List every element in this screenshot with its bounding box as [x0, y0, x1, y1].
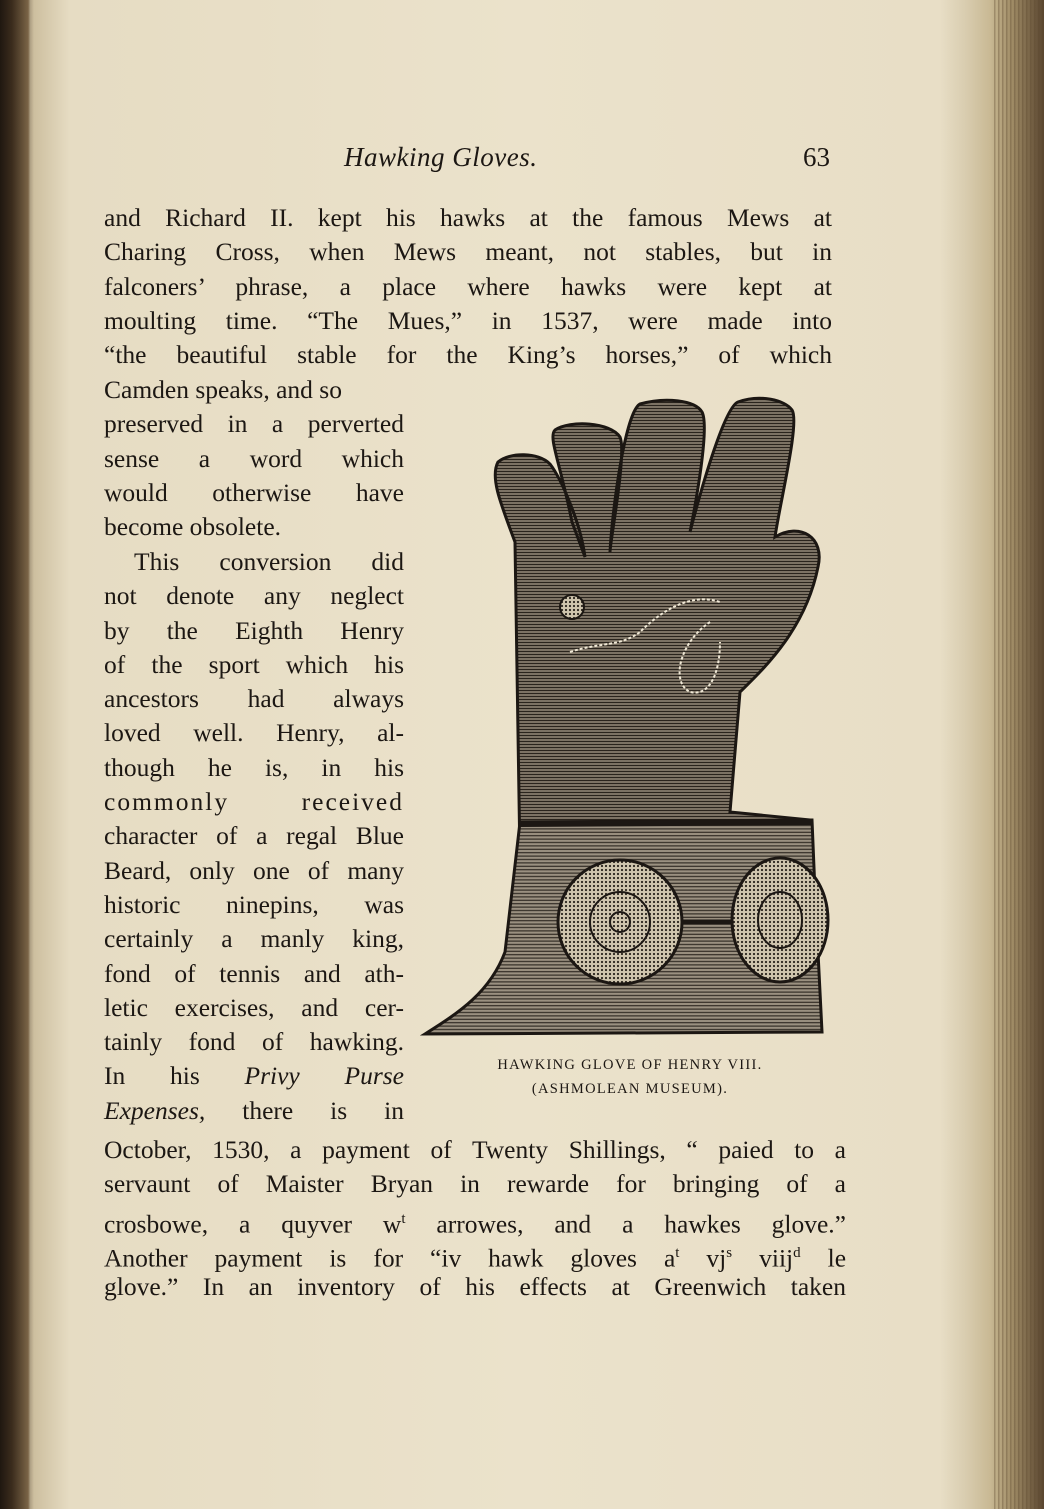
running-head: Hawking Gloves.: [344, 142, 538, 172]
text-line: servaunt of Maister Bryan in rewarde for bringing of a: [104, 1169, 846, 1199]
text-line: glove.” In an inventory of his effects at Greenwich taken: [104, 1272, 846, 1302]
text-line: falconers’ phrase, a place where hawks were kept at: [104, 271, 832, 301]
text-line: not denote any neglect: [104, 581, 404, 611]
text-line: letic exercises, and cer-: [104, 992, 404, 1022]
cuff-roundel-right: [732, 858, 828, 982]
text-line: would otherwise have: [104, 477, 404, 507]
text-line-superscript-1: crosbowe, a quyver $w^t$ arrowes, and a hawkes glove.”: [104, 1209, 847, 1239]
text-line: loved well. Henry, al-: [104, 718, 404, 748]
caption-line-1: HAWKING GLOVE OF HENRY VIII.: [497, 1057, 763, 1073]
text-line: though he is, in his: [104, 752, 404, 782]
text-line-superscript-2: Another payment is for “iv hawk gloves $a^t$ $vj^s$ viij$^d$ le: [104, 1243, 847, 1273]
text-line: by the Eighth Henry: [104, 615, 404, 645]
text-line: certainly a manly king,: [104, 924, 404, 954]
text-line: of the sport which his: [104, 649, 404, 679]
hawking-glove-illustration: [420, 392, 835, 1042]
glove-hand: [495, 398, 819, 860]
column-paragraph-2: [104, 545, 404, 1128]
text-line-italic-2: Expenses, there is in: [104, 1095, 404, 1125]
text-line: historic ninepins, was: [104, 889, 404, 919]
text-line: fond of tennis and ath-: [104, 958, 404, 988]
text-line: preserved in a perverted: [104, 409, 404, 439]
text-line: Camden speaks, and so: [104, 375, 342, 404]
text-line: and Richard II. kept his hawks at the famous Mews at: [104, 203, 832, 232]
text-line: “the beautiful stable for the King’s horses,” of which: [104, 340, 832, 370]
page-header: [104, 142, 830, 186]
bottom-paragraph: [104, 1133, 846, 1304]
text-line: commonly received: [104, 787, 404, 817]
page-edges: [994, 0, 1044, 1509]
text-line-italic-1: In his Privy Purse: [104, 1061, 405, 1091]
text-line: October, 1530, a payment of Twenty Shillings, “ paied to a: [104, 1135, 846, 1164]
page-number: 63: [803, 142, 830, 172]
text-line: become obsolete.: [104, 512, 282, 542]
book-spine-shadow: [0, 0, 30, 1509]
text-line: sense a word which: [104, 443, 404, 473]
text-line: character of a regal Blue: [104, 821, 404, 851]
column-paragraph-1: [104, 373, 404, 544]
text-line: tainly fond of hawking.: [104, 1027, 404, 1057]
text-line: Charing Cross, when Mews meant, not stables, but in: [104, 237, 832, 267]
text-line: This conversion did: [134, 547, 404, 576]
text-line: moulting time. “The Mues,” in 1537, were made into: [104, 305, 832, 335]
caption-line-2: (ASHMOLEAN MUSEUM).: [531, 1081, 729, 1097]
top-paragraph: [104, 201, 832, 372]
palm-button: [560, 595, 584, 619]
cuff-roundel-left: [558, 860, 682, 984]
text-line: Beard, only one of many: [104, 855, 404, 885]
figure-caption: [440, 1053, 820, 1101]
text-line: ancestors had always: [104, 684, 404, 714]
